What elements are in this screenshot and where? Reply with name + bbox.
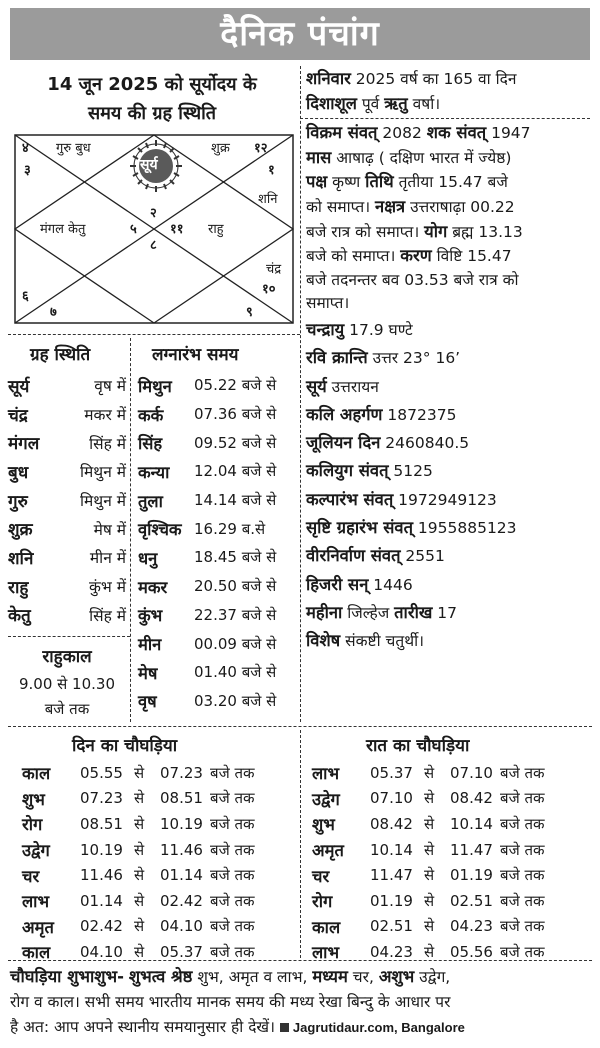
planet-name: राहु — [8, 577, 29, 598]
choghadiya-to: 10.19 — [160, 814, 203, 833]
detail-label: सृष्टि ग्रहारंभ संवत् — [306, 518, 413, 538]
choghadiya-name: काल — [22, 764, 51, 784]
kundli-house-8: ८ — [150, 238, 157, 253]
planet-name: मंगल — [8, 434, 40, 455]
detail-row — [306, 401, 590, 429]
lagna-time: 18.45 बजे से — [194, 548, 277, 567]
footer-madhyam-value: चर, — [347, 968, 379, 986]
planet-sign: वृष में — [94, 377, 126, 396]
kundli-house-3: ३ — [24, 163, 31, 178]
baje-tak: बजे तक — [210, 942, 255, 961]
tithi-label: तिथि — [365, 172, 394, 192]
list-item — [138, 400, 296, 429]
se-word: से — [424, 789, 435, 808]
planet-name: सूर्य — [8, 376, 30, 397]
detail-value: 2460840.5 — [380, 434, 470, 453]
planet-name: शुक्र — [8, 520, 33, 541]
footer-ashubh-value: उद्वेग, — [414, 968, 451, 986]
vishesh-value: संकष्टी चतुर्थी। — [340, 632, 424, 651]
tithi-value: तृतीया 15.47 बजे — [393, 173, 508, 192]
baje-tak: बजे तक — [500, 866, 545, 885]
se-word: से — [134, 840, 145, 859]
panchang-details — [306, 67, 590, 656]
choghadiya-from: 04.10 — [80, 942, 123, 961]
divider-top-vertical — [300, 66, 301, 722]
kundli-top-right-planet: शुक्र — [211, 141, 230, 156]
kundli-center-right-planet: राहु — [208, 222, 224, 237]
choghadiya-from: 07.10 — [370, 789, 413, 808]
baje-tak: बजे तक — [500, 891, 545, 910]
detail-row — [306, 429, 590, 457]
list-item — [8, 601, 126, 630]
planet-sign: सिंह में — [89, 606, 126, 625]
mahina-row — [306, 599, 590, 627]
choghadiya-to: 02.42 — [160, 891, 203, 910]
table-row — [22, 837, 292, 863]
karan-label: करण — [400, 246, 432, 266]
choghadiya-from: 10.14 — [370, 840, 413, 859]
table-row — [22, 862, 292, 888]
lagna-time: 20.50 बजे से — [194, 577, 277, 596]
choghadiya-from: 08.51 — [80, 814, 123, 833]
choghadiya-from: 11.46 — [80, 866, 123, 885]
divider-right-top — [300, 118, 590, 119]
list-item — [138, 687, 296, 716]
se-word: से — [134, 891, 145, 910]
choghadiya-to: 01.14 — [160, 866, 203, 885]
detail-value: 1446 — [368, 575, 413, 594]
footer-line-3-text: है अत: आप अपने स्थानीय समयानुसार ही देखें। — [10, 1018, 275, 1036]
se-word: से — [424, 891, 435, 910]
choghadiya-name: शुभ — [22, 789, 45, 809]
choghadiya-name: रोग — [312, 892, 333, 912]
planet-sign: मेष में — [93, 520, 126, 539]
se-word: से — [424, 942, 435, 961]
paksha-label: पक्ष — [306, 172, 328, 192]
detail-row — [306, 344, 590, 372]
choghadiya-from: 01.19 — [370, 891, 413, 910]
baje-tak: बजे तक — [500, 840, 545, 859]
choghadiya-name: अमृत — [312, 841, 344, 861]
footer-line-3 — [10, 1015, 592, 1040]
lagna-sign: कन्या — [138, 462, 170, 482]
kundli-chart — [14, 134, 294, 324]
table-row — [312, 888, 582, 914]
din-choghadiya-list — [22, 760, 292, 965]
list-item — [138, 457, 296, 486]
list-item — [8, 486, 126, 515]
table-row — [312, 786, 582, 812]
footer-best-label: शुभत्व श्रेष्ठ — [128, 967, 193, 986]
list-item — [8, 371, 126, 400]
choghadiya-name: काल — [312, 917, 341, 937]
planet-sign: मिथुन में — [80, 492, 126, 511]
choghadiya-to: 11.47 — [450, 840, 493, 859]
kundli-bottom-right-planet: चंद्र — [266, 262, 282, 277]
detail-row — [306, 486, 590, 514]
kundli-left-mid-planets: मंगल केतु — [40, 222, 86, 237]
planet-name: शनि — [8, 548, 34, 569]
karan-value: विष्टि 15.47 — [431, 247, 512, 266]
kundli-top-left-planets: गुरु बुध — [56, 141, 91, 156]
table-row — [22, 914, 292, 940]
table-row — [312, 914, 582, 940]
nakshatra-label: नक्षत्र — [375, 196, 406, 216]
choghadiya-name: लाभ — [22, 892, 50, 912]
planet-sign: मकर में — [84, 406, 126, 425]
detail-row — [306, 373, 590, 401]
planet-name: गुरु — [8, 491, 28, 512]
divider-left-vertical — [130, 338, 131, 722]
lagna-sign: कर्क — [138, 405, 164, 425]
paksha-line — [306, 170, 590, 195]
paksha-value: कृष्ण — [327, 173, 366, 192]
kundli-house-7: ७ — [50, 305, 57, 320]
baje-tak: बजे तक — [210, 789, 255, 808]
mahina-label: महीना — [306, 602, 343, 622]
list-item — [138, 658, 296, 687]
planet-name: केतु — [8, 606, 31, 627]
lagna-time: 12.04 बजे से — [194, 462, 277, 481]
lagna-sign: वृष — [138, 692, 157, 712]
baje-tak: बजे तक — [500, 814, 545, 833]
baje-tak: बजे तक — [210, 891, 255, 910]
list-item — [8, 428, 126, 457]
kundli-house-4: ४ — [22, 141, 29, 156]
dishashool-label: दिशाशूल — [306, 93, 357, 113]
choghadiya-from: 02.51 — [370, 917, 413, 936]
maas-value: आषाढ़ ( दक्षिण भारत में ज्येष्ठ) — [331, 148, 512, 167]
baje-tak: बजे तक — [210, 814, 255, 833]
list-item — [8, 400, 126, 429]
choghadiya-to: 05.56 — [450, 942, 493, 961]
lagna-time: 22.37 बजे से — [194, 605, 277, 624]
footer-note — [10, 964, 592, 1040]
lagnarambh-list — [138, 371, 296, 715]
footer-best-value: शुभ, अमृत व लाभ, — [192, 968, 313, 986]
choghadiya-to: 07.10 — [450, 763, 493, 782]
kundli-house-12: १२ — [254, 141, 268, 156]
maas-label: मास — [306, 147, 332, 167]
footer-line-2: रोग व काल। सभी समय भारतीय मानक समय की मध्य रेखा बिन्दु के आधार पर — [10, 993, 451, 1011]
baje-tak: बजे तक — [210, 763, 255, 782]
detail-label: कलि अहर्गण — [306, 404, 383, 424]
footer-line-1 — [10, 964, 592, 990]
se-word: से — [134, 866, 145, 885]
raat-choghadiya-title: रात का चौघड़िया — [366, 736, 470, 756]
baje-tak: बजे तक — [210, 840, 255, 859]
detail-value: उत्तरायन — [326, 377, 379, 396]
detail-label: कलियुग संवत् — [306, 461, 389, 481]
yog-value: ब्रह्म 13.13 — [447, 222, 523, 241]
din-choghadiya-title: दिन का चौघड़िया — [72, 736, 178, 756]
planet-sign: मीन में — [89, 549, 126, 568]
list-item — [138, 486, 296, 515]
kundli-house-10: १० — [262, 282, 276, 297]
choghadiya-name: चर — [22, 866, 40, 886]
kundli-house-6: ६ — [22, 289, 29, 304]
maas-line — [306, 146, 590, 171]
choghadiya-name: लाभ — [312, 943, 340, 963]
lagna-sign: धनु — [138, 548, 158, 568]
ritu-label: ऋतु — [384, 93, 408, 113]
lagna-time: 01.40 बजे से — [194, 663, 277, 682]
choghadiya-to: 11.46 — [160, 840, 203, 859]
detail-value: 1972949123 — [393, 490, 497, 509]
table-row — [22, 786, 292, 812]
choghadiya-name: अमृत — [22, 917, 54, 937]
site-name: Jagrutidaur.com, Bangalore — [292, 1020, 465, 1035]
footer-ashubh-label: अशुभ — [378, 967, 415, 986]
choghadiya-name: उद्वेग — [312, 789, 340, 809]
kundli-house-5: ५ — [130, 222, 137, 237]
se-word: से — [134, 942, 145, 961]
choghadiya-from: 05.37 — [370, 763, 413, 782]
ritu-value: वर्षा। — [407, 94, 441, 113]
yog-line — [306, 220, 590, 245]
choghadiya-from: 10.19 — [80, 840, 123, 859]
se-word: से — [424, 840, 435, 859]
choghadiya-name: शुभ — [312, 815, 335, 835]
planet-name: बुध — [8, 462, 29, 483]
list-item — [138, 371, 296, 400]
vishesh-label: विशेष — [306, 631, 341, 651]
rahukaal-time: 9.00 से 10.30 — [18, 675, 116, 693]
nakshatra-line — [306, 195, 590, 220]
list-item — [8, 543, 126, 572]
detail-label: कल्पारंभ संवत् — [306, 489, 394, 509]
table-row — [312, 939, 582, 965]
se-word: से — [424, 763, 435, 782]
kundli-house-2: २ — [150, 206, 157, 221]
kundli-house-11: ११ — [170, 222, 184, 237]
lagna-time: 03.20 बजे से — [194, 691, 277, 710]
choghadiya-to: 05.37 — [160, 942, 203, 961]
choghadiya-to: 08.42 — [450, 789, 493, 808]
detail-value: 5125 — [388, 462, 433, 481]
baje-tak: बजे तक — [500, 789, 545, 808]
choghadiya-to: 04.23 — [450, 917, 493, 936]
detail-row — [306, 571, 590, 599]
se-word: से — [134, 789, 145, 808]
tithi-end-text: को समाप्त। — [306, 197, 376, 216]
samvat-line — [306, 121, 590, 146]
karan-end: समाप्त। — [306, 294, 350, 313]
page-title: दैनिक पंचांग — [10, 8, 590, 60]
choghadiya-from: 04.23 — [370, 942, 413, 961]
year-text: 2025 वर्ष का 165 वा दिन — [350, 70, 517, 88]
graha-sthiti-list — [8, 371, 126, 629]
lagna-sign: मिथुन — [138, 376, 172, 396]
list-item — [138, 601, 296, 630]
kundli-sun-label: सूर्य — [140, 157, 158, 173]
choghadiya-to: 08.51 — [160, 789, 203, 808]
table-row — [22, 760, 292, 786]
lagna-sign: मकर — [138, 577, 168, 597]
detail-row — [306, 316, 590, 344]
choghadiya-name: रोग — [22, 815, 43, 835]
raat-choghadiya-list — [312, 760, 582, 965]
vishesh-row — [306, 627, 590, 655]
choghadiya-name: काल — [22, 943, 51, 963]
table-row — [22, 939, 292, 965]
divider-choghadiya-middle — [300, 730, 301, 958]
detail-value: उत्तर 23° 16’ — [367, 349, 461, 368]
choghadiya-to: 10.14 — [450, 814, 493, 833]
detail-value: 2551 — [400, 547, 445, 566]
kundli-right-planet: शनि — [258, 192, 278, 207]
table-row — [22, 888, 292, 914]
detail-value: 17.9 घण्टे — [344, 320, 413, 339]
lagna-time: 05.22 बजे से — [194, 376, 277, 395]
table-row — [312, 862, 582, 888]
lagna-time: 00.09 बजे से — [194, 634, 277, 653]
vikram-label: विक्रम संवत् — [306, 123, 378, 143]
baje-tak: बजे तक — [500, 917, 545, 936]
lagnarambh-title: लग्नारंभ समय — [152, 345, 239, 365]
shak-value: 1947 — [486, 124, 531, 143]
choghadiya-to: 07.23 — [160, 763, 203, 782]
choghadiya-from: 02.42 — [80, 917, 123, 936]
choghadiya-name: लाभ — [312, 764, 340, 784]
table-row — [312, 760, 582, 786]
rahukaal-title: राहुकाल — [42, 647, 92, 667]
lagna-time: 16.29 ब.से — [194, 519, 266, 538]
se-word: से — [424, 814, 435, 833]
list-item — [138, 428, 296, 457]
planet-sign: सिंह में — [89, 434, 126, 453]
divider-rahukaal-top — [8, 636, 130, 637]
kundli-house-1: १ — [268, 163, 275, 178]
table-row — [22, 811, 292, 837]
list-item — [138, 572, 296, 601]
table-row — [312, 811, 582, 837]
lagna-time: 09.52 बजे से — [194, 433, 277, 452]
choghadiya-from: 08.42 — [370, 814, 413, 833]
choghadiya-name: उद्वेग — [22, 841, 50, 861]
site-credit — [280, 1020, 465, 1035]
detail-label: चन्द्रायु — [306, 319, 345, 339]
shak-label: शक संवत् — [426, 123, 487, 143]
heading-line-2: समय की ग्रह स्थिति — [87, 103, 217, 124]
detail-label: रवि क्रान्ति — [306, 348, 368, 368]
list-item — [8, 457, 126, 486]
list-item — [8, 514, 126, 543]
lagna-sign: कुंभ — [138, 606, 163, 626]
lagna-sign: वृश्चिक — [138, 520, 182, 540]
baje-tak: बजे तक — [500, 942, 545, 961]
choghadiya-to: 02.51 — [450, 891, 493, 910]
list-item — [138, 629, 296, 658]
graha-sthiti-title: ग्रह स्थिति — [30, 345, 91, 365]
karan-continuation: बजे तदनन्तर बव 03.53 बजे रात्र को — [306, 270, 519, 289]
se-word: से — [424, 866, 435, 885]
detail-value: 1955885123 — [412, 519, 517, 538]
tarikh-label: तारीख — [394, 602, 433, 622]
detail-row — [306, 514, 590, 542]
choghadiya-from: 01.14 — [80, 891, 123, 910]
detail-value: 1872375 — [382, 405, 457, 424]
dishashool-line — [306, 92, 590, 117]
tarikh-value: 17 — [432, 603, 457, 622]
lagna-sign: मेष — [138, 663, 158, 683]
planet-sign: मिथुन में — [80, 463, 126, 482]
kundli-house-9: ९ — [246, 305, 253, 320]
vikram-value: 2082 — [377, 124, 427, 143]
choghadiya-to: 01.19 — [450, 866, 493, 885]
lagna-sign: मीन — [138, 635, 162, 655]
lagna-sign: सिंह — [138, 434, 163, 454]
list-item — [138, 543, 296, 572]
lagna-time: 14.14 बजे से — [194, 491, 277, 510]
detail-label: हिजरी सन् — [306, 574, 369, 594]
day-name: शनिवार — [306, 69, 351, 88]
list-item — [138, 514, 296, 543]
dishashool-value: पूर्व — [356, 94, 385, 113]
detail-label: सूर्य — [306, 376, 327, 396]
detail-row — [306, 542, 590, 570]
detail-label: वीरनिर्वाण संवत् — [306, 546, 401, 566]
rahukaal-box — [8, 642, 126, 722]
choghadiya-from: 05.55 — [80, 763, 123, 782]
table-row — [312, 837, 582, 863]
list-item — [8, 572, 126, 601]
se-word: से — [424, 917, 435, 936]
baje-tak: बजे तक — [210, 866, 255, 885]
mahina-value: जिल्हेज — [342, 603, 395, 622]
planet-position-heading — [12, 70, 292, 128]
yog-label: योग — [424, 221, 448, 241]
rahukaal-suffix: बजे तक — [44, 700, 90, 718]
lagna-time: 07.36 बजे से — [194, 405, 277, 424]
planet-name: चंद्र — [8, 405, 28, 426]
se-word: से — [134, 763, 145, 782]
yog-end-text: बजे को समाप्त। — [306, 247, 401, 266]
nakshatra-value: उत्तराषाढ़ा 00.22 — [405, 197, 515, 216]
baje-tak: बजे तक — [500, 763, 545, 782]
footer-label: चौघड़िया शुभाशुभ- — [10, 967, 124, 986]
day-line — [306, 67, 590, 92]
se-word: से — [134, 917, 145, 936]
karan-line — [306, 244, 590, 269]
divider-kundli-bottom — [8, 334, 300, 335]
nakshatra-end-text: बजे रात्र को समाप्त। — [306, 222, 425, 241]
choghadiya-from: 07.23 — [80, 789, 123, 808]
baje-tak: बजे तक — [210, 917, 255, 936]
choghadiya-name: चर — [312, 866, 330, 886]
footer-madhyam-label: मध्यम — [312, 967, 348, 986]
divider-choghadiya-top — [8, 726, 592, 727]
heading-line-1: 14 जून 2025 को सूर्योदय के — [47, 74, 257, 95]
choghadiya-from: 11.47 — [370, 866, 413, 885]
choghadiya-to: 04.10 — [160, 917, 203, 936]
detail-row — [306, 457, 590, 485]
square-icon — [280, 1023, 289, 1032]
planet-sign: कुंभ में — [89, 578, 126, 597]
se-word: से — [134, 814, 145, 833]
lagna-sign: तुला — [138, 491, 163, 511]
detail-label: जूलियन दिन — [306, 433, 381, 453]
